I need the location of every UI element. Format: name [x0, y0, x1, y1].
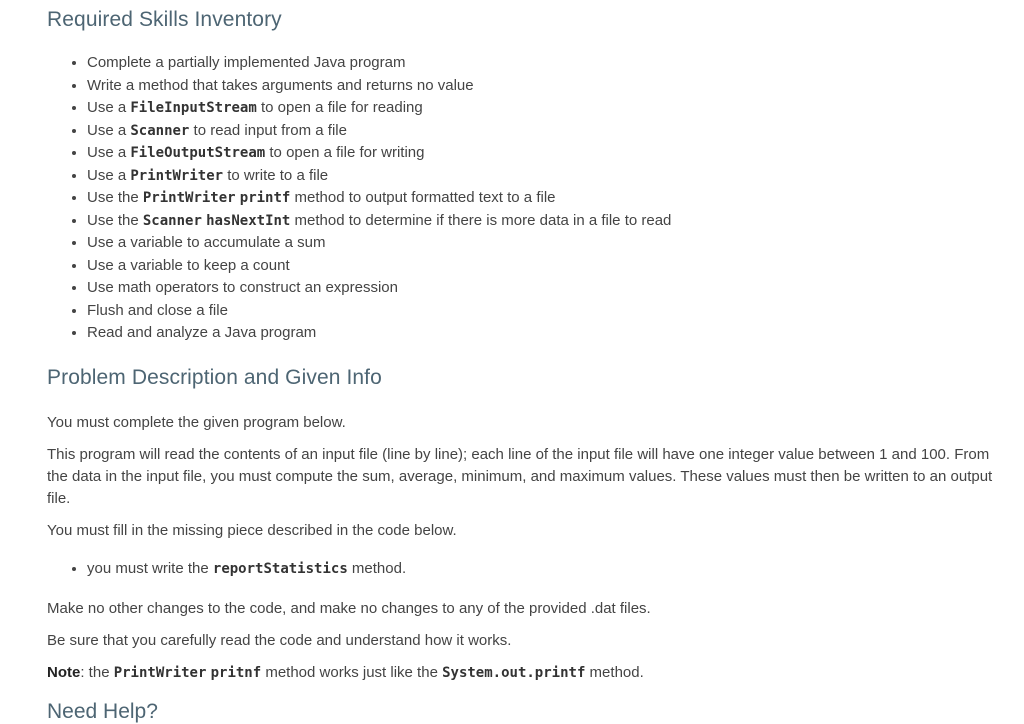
inline-code: FileInputStream [130, 100, 257, 116]
skill-item: • Use the Scanner hasNextInt method to determine if there is more data in a file to read [87, 210, 1002, 233]
skills-list [47, 52, 1002, 345]
inline-code: FileOutputStream [130, 145, 266, 161]
missing-pieces-list [47, 558, 1002, 581]
inline-code: printf [239, 190, 291, 206]
problem-description-heading: Problem Description and Given Info [47, 365, 382, 389]
skill-item: • Use a FileOutputStream to open a file for writing [87, 142, 1002, 165]
note-code: PrintWriter [113, 665, 207, 681]
list-item: • you must write the reportStatistics method. [87, 558, 1002, 581]
inline-code: hasNextInt [206, 212, 291, 229]
skill-item: • Use a variable to accumulate a sum [87, 232, 1002, 255]
skill-item: • Use a variable to keep a count [87, 255, 1002, 278]
skill-item: • Complete a partially implemented Java program [87, 52, 1002, 75]
need-help-heading: Need Help? [47, 700, 158, 723]
note-label: Note [47, 664, 81, 681]
skill-item: • Use a Scanner to read input from a file [87, 120, 1002, 143]
skill-item: • Write a method that takes arguments and returns no value [87, 75, 1002, 98]
no-changes-paragraph: Make no other changes to the code, and make no changes to any of the provided .dat files. [47, 600, 651, 617]
read-code-paragraph: Be sure that you carefully read the code and understand how it works. [47, 632, 512, 649]
skill-item: • Use a PrintWriter to write to a file [87, 165, 1002, 188]
note-code: pritnf [210, 665, 262, 681]
skill-item: • Use a FileInputStream to open a file for reading [87, 97, 1002, 120]
inline-code: Scanner [130, 122, 190, 139]
program-description-paragraph: This program will read the contents of an input file (line by line); each line of the input file will have one integer value between 1 and 100. From the data in the input file, you must compute the sum, average, minimum, and maximum values. These values must then be written to an output file. [47, 445, 993, 507]
fill-in-paragraph: You must fill in the missing piece described in the code below. [47, 521, 457, 539]
inline-code: Scanner [142, 212, 202, 229]
method-name-code: reportStatistics [212, 560, 348, 577]
skill-item: • Use the PrintWriter printf method to output formatted text to a file [87, 187, 1002, 210]
skill-item: • Flush and close a file [87, 300, 1002, 323]
skill-item: • Use math operators to construct an expression [87, 277, 1002, 300]
required-skills-heading: Required Skills Inventory [47, 8, 282, 31]
intro-paragraph: You must complete the given program below. [47, 413, 346, 431]
inline-code: PrintWriter [130, 167, 224, 184]
note-code: System.out.printf [442, 665, 586, 681]
inline-code: PrintWriter [142, 190, 236, 206]
note-paragraph: Note: the PrintWriter pritnf method works just like the System.out.printf method. [47, 664, 644, 681]
skill-item: • Read and analyze a Java program [87, 322, 1002, 345]
